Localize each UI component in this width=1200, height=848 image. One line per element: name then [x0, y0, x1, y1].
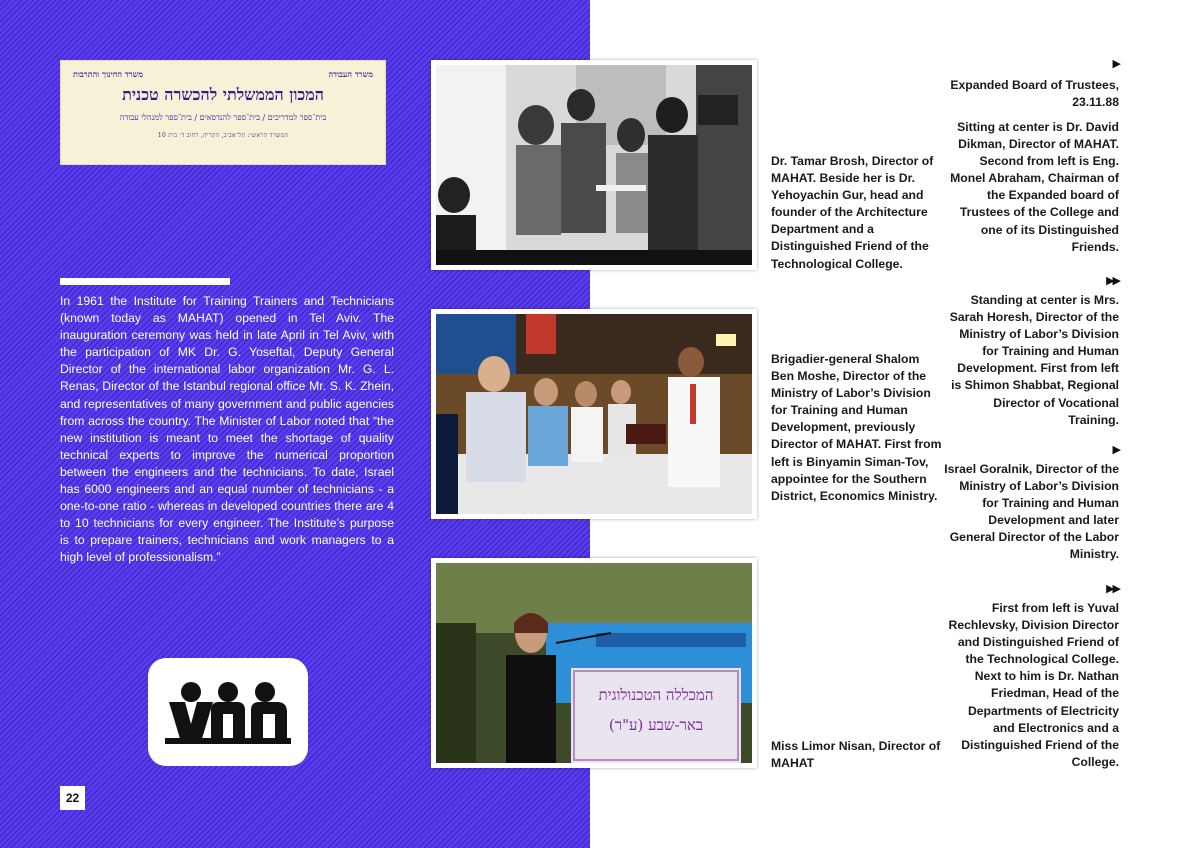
double-play-arrow-icon: ▶▶ [1106, 275, 1119, 287]
podium-sign-line2: באר-שבע (ע"ר) [608, 716, 704, 734]
institute-schools: בית־ספר למדריכים / בית־ספר להנדסאים / בית־ספר למנהלי עבודה [119, 113, 327, 122]
section-divider [60, 278, 230, 285]
institute-address: המשרד הראשי: תל־אביב, הקריה, רחוב ד׳ בית 10 [157, 132, 289, 139]
ministry-education: משרד החינוך והתרבות [73, 69, 144, 79]
caption-photo3: Miss Limor Nisan, Director of MAHAT [771, 739, 941, 771]
page-number: 22 [60, 786, 85, 810]
right-caption-text3: Israel Goralnik, Director of the Ministry of Labor’s Division for Training and Human Development and later General Director of the Labor Ministry. [944, 462, 1119, 562]
hebrew-letterhead-card [60, 60, 386, 165]
photo-podium-speaker [431, 558, 757, 768]
double-play-arrow-icon: ▶▶ [1106, 583, 1119, 595]
mahat-logo [148, 658, 308, 766]
photo-handshake-bw [431, 60, 757, 270]
intro-paragraph: In 1961 the Institute for Training Trainers and Technicians (known today as MAHAT) opened in Tel Aviv. The inauguration ceremony was held in late April in Tel Aviv, with the participation of MK Dr. G. Yoseftal, Deputy General Director of the international labor organization Mr. G. L. Renas, Director of the Istanbul regional office Mr. S. K. Zhein, and representatives of many government and public agencies from across the country. The Minister of Labor noted that “the new institution is meant to meet the shortage of quality technical experts to improve the numerical proportion between the engineers and the technicians. To date, Israel has 6000 engineers and an equal number of technicians - a one-to-one ratio - whereas in developed countries there are 4 to 10 technicians for every engineer. The Institute’s purpose is to prepare trainers, technicians and work managers to a high level of professionalism.” [60, 294, 394, 565]
letterhead-ministries [73, 69, 373, 79]
right-caption-title1: Expanded Board of Trustees, 23.11.88 [950, 78, 1119, 110]
photo-ceremony-color [431, 309, 757, 519]
caption-photo2: Brigadier-general Shalom Ben Moshe, Director of the Ministry of Labor’s Division for Training and Human Development, previously Director of MAHAT. First from left is Binyamin Siman-Tov, appointee for the Southern District, Economics Ministry. [771, 352, 942, 503]
play-arrow-icon: ▶ [1112, 444, 1119, 456]
right-caption-text4: First from left is Yuval Rechlevsky, Division Director and Distinguished Friend of the Technological College. Next to him is Dr. Nathan Friedman, Head of the Departments of Electricity and Electronics and a Distinguished Friend of the College. [948, 601, 1119, 769]
mahat-logo-icon [165, 680, 291, 744]
right-caption-text2: Standing at center is Mrs. Sarah Horesh, Director of the Ministry of Labor’s Division for Training and Human Development. First from left is Shimon Shabbat, Regional Director of Vocational Training. [949, 293, 1119, 427]
caption-photo1: Dr. Tamar Brosh, Director of MAHAT. Beside her is Dr. Yehoyachin Gur, head and founder of the Architecture Department and a Distinguished Friend of the Technological College. [771, 154, 934, 271]
institute-name: המכון הממשלתי להכשרה טכנית [122, 85, 324, 104]
right-caption-text1: Sitting at center is Dr. David Dikman, Director of MAHAT. Second from left is Eng. Monel Abraham, Chairman of the Expanded board of Trustees of the College and one of its Distinguished Friends. [950, 120, 1119, 254]
play-arrow-icon: ▶ [1112, 58, 1119, 70]
ministry-labor: משרד העבודה [328, 69, 373, 79]
podium-sign-line1: המכללה הטכנולוגית [598, 686, 714, 704]
